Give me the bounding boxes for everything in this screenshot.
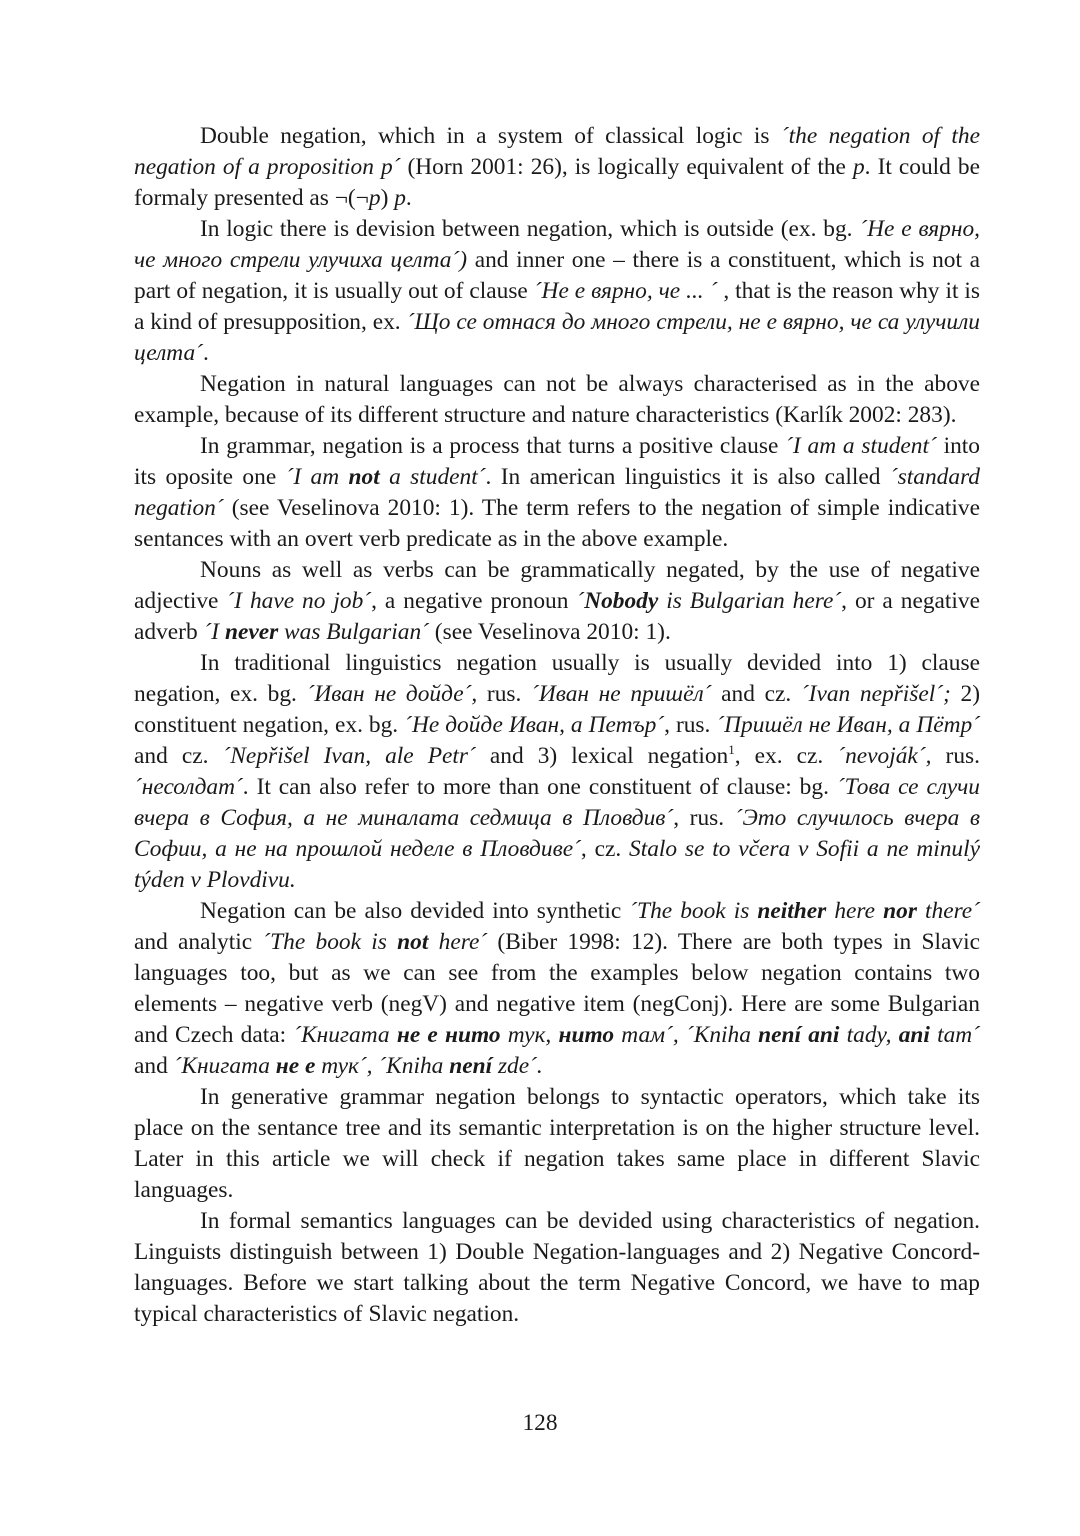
emphasis-run: ´standard negation´ (134, 464, 980, 521)
emphasis-run: ´ (576, 588, 585, 614)
emphasis-run: ´Иван не дойде´, (306, 681, 478, 707)
emphasis-run: ´Ivan nepřišel´; (800, 681, 951, 707)
text-run: . In american linguistics it is also called (485, 464, 890, 490)
emphasis-run: не е (275, 1053, 316, 1079)
text-run: , rus. (673, 805, 735, 831)
text-run: . (405, 185, 412, 211)
paragraph (134, 121, 980, 214)
text-run: rus. (931, 743, 980, 769)
paragraph (134, 1082, 980, 1206)
emphasis-run: ´the negation of the negation of a proposition p´ (134, 123, 980, 180)
emphasis-run: there´ (916, 898, 980, 924)
emphasis-run: tam´ (929, 1022, 980, 1048)
text-run: (see Veselinova 2010: 1). (428, 619, 671, 645)
emphasis-run: Stalo se to včera v Sofii a ne minulý týden v Plovdivu. (134, 836, 981, 893)
emphasis-run: p (394, 185, 406, 211)
text-run: In grammar, negation is a process that turns a positive clause (200, 433, 786, 459)
emphasis-run: není ani (758, 1022, 840, 1048)
text-run: , cz. (580, 836, 630, 862)
emphasis-run: ´I am (285, 464, 349, 490)
text-run: , that is the reason why it is a kind of presupposition, ex. (134, 278, 981, 335)
text-run: (Biber 1998: 12). There are both types in Slavic languages too, but as we can see from the examples below negation contains two elements – negative verb (negV) and negative item (negConj). Here are some Bulgarian and Czech data: (134, 929, 980, 1048)
emphasis-run: ani (898, 1022, 930, 1048)
paragraph (134, 896, 980, 1082)
emphasis-run: never (224, 619, 279, 645)
text-run: , a negative pronoun (371, 588, 577, 614)
text-run: . It can also refer to more than one constituent of clause: bg. (242, 774, 837, 800)
text-run: into its oposite one (134, 433, 980, 490)
text-run: In traditional linguistics negation usually is usually devided into 1) clause negation, ex. bg. (134, 650, 980, 707)
emphasis-run: ´Иван не пришёл´ (531, 681, 712, 707)
text-run: and inner one – there is a constituent, which is not a part of negation, it is usually out of clause (134, 247, 980, 304)
emphasis-run: a student´ (379, 464, 486, 490)
emphasis-run: was Bulgarian´ (278, 619, 429, 645)
emphasis-run: here´ (428, 929, 488, 955)
emphasis-run: ´The book is (262, 929, 398, 955)
text-run: , ex. cz. (734, 743, 838, 769)
text-run: 2) constituent negation, ex. bg. (134, 681, 980, 738)
text-run: and 3) lexical negation (475, 743, 729, 769)
emphasis-run: ´The book is (629, 898, 758, 924)
page-body (134, 121, 980, 1330)
text-run: and cz. (134, 743, 223, 769)
emphasis-run: ´Не е вярно, че ... ´ (533, 278, 718, 304)
paragraph (134, 555, 980, 648)
emphasis-run: ´Книгата (293, 1022, 397, 1048)
emphasis-run: ´I (203, 619, 225, 645)
text-run: Nouns as well as verbs can be grammatically negated, by the use of negative adjective (134, 557, 980, 614)
paragraph (134, 1206, 980, 1330)
emphasis-run: p (368, 185, 381, 211)
text-run: Negation in natural languages can not be always characterised as in the above example, because of its different structure and nature characteristics (Karlík 2002: 283). (134, 371, 980, 428)
emphasis-run: ´Това се случи вчера в София, а не миналата седмица в Пловдив´ (134, 774, 980, 831)
emphasis-run: ´Не е вярно, че много стрели улучиха целта´) (134, 216, 981, 273)
emphasis-run: ´Книгата (173, 1053, 276, 1079)
text-run: and (134, 1053, 174, 1079)
paragraph (134, 214, 980, 369)
emphasis-run: neither (757, 898, 827, 924)
emphasis-run: ´Это случилось вчера в Софии, а не на прошлой неделе в Пловдиве´ (134, 805, 980, 862)
emphasis-run: není (449, 1053, 493, 1079)
emphasis-run: nor (883, 898, 917, 924)
emphasis-run: is Bulgarian here´ (658, 588, 842, 614)
text-run: . It could be formaly presented as ¬(¬ (134, 154, 980, 211)
paragraph (134, 369, 980, 431)
text-run: and cz. (711, 681, 801, 707)
text-run: Double negation, which in a system of classical logic is (200, 123, 781, 149)
paragraph (134, 648, 980, 896)
text-run: (see Veselinova 2010: 1). The term refers to the negation of simple indicative sentances with an overt verb predicate as in the above example. (134, 495, 980, 552)
emphasis-run: ´nevoják´, (837, 743, 932, 769)
text-run: and analytic (134, 929, 263, 955)
emphasis-run: тук, (500, 1022, 559, 1048)
text-run: (Horn 2001: 26), is logically equivalent of the (400, 154, 853, 180)
emphasis-run: ´Пришёл не Иван, а Пётр´ (716, 712, 980, 738)
emphasis-run: p (852, 154, 865, 180)
emphasis-run: там´, ´Kniha (614, 1022, 759, 1048)
text-run: In logic there is devision between negation, which is outside (ex. bg. (200, 216, 860, 242)
emphasis-run: нито (558, 1022, 615, 1048)
emphasis-run: Nobody (584, 588, 659, 614)
emphasis-run: not (348, 464, 380, 490)
text-run: rus. (477, 681, 532, 707)
emphasis-run: ´I am a student´ (785, 433, 937, 459)
text-run: ) (380, 185, 395, 211)
page-number: 128 (522, 1410, 558, 1436)
paragraph (134, 431, 980, 555)
emphasis-run: ´Що се отнася до много стрели, не е вярно, че са улучили целта´ (134, 309, 980, 366)
emphasis-run: ´несолдат´ (134, 774, 243, 800)
emphasis-run: ´Nepřišel Ivan, ale Petr´ (222, 743, 476, 769)
text-run: . (202, 340, 209, 366)
emphasis-run: ´Не дойде Иван, а Петър´ (404, 712, 665, 738)
text-run: Negation can be also devided into synthetic (200, 898, 630, 924)
footnote-marker: 1 (728, 742, 735, 758)
emphasis-run: не е нито (396, 1022, 501, 1048)
emphasis-run: tady, (839, 1022, 899, 1048)
emphasis-run: here (826, 898, 884, 924)
text-run: , rus. (664, 712, 717, 738)
emphasis-run: zde´. (492, 1053, 543, 1079)
emphasis-run: not (397, 929, 429, 955)
text-run: In formal semantics languages can be devided using characteristics of negation. Linguists distinguish between 1) Double Negation-languages and 2) Negative Concord-languages. Before we start talking about the term Negative Concord, we have to map typical characteristics of Slavic negation. (134, 1208, 980, 1327)
text-run: In generative grammar negation belongs to syntactic operators, which take its place on the sentance tree and its semantic interpretation is on the higher structure level. Later in this article we will check if negation takes same place in different Slavic languages. (134, 1084, 980, 1203)
text-run: , or a negative adverb (134, 588, 980, 645)
emphasis-run: ´I have no job´ (226, 588, 372, 614)
emphasis-run: тук´, ´Kniha (315, 1053, 450, 1079)
